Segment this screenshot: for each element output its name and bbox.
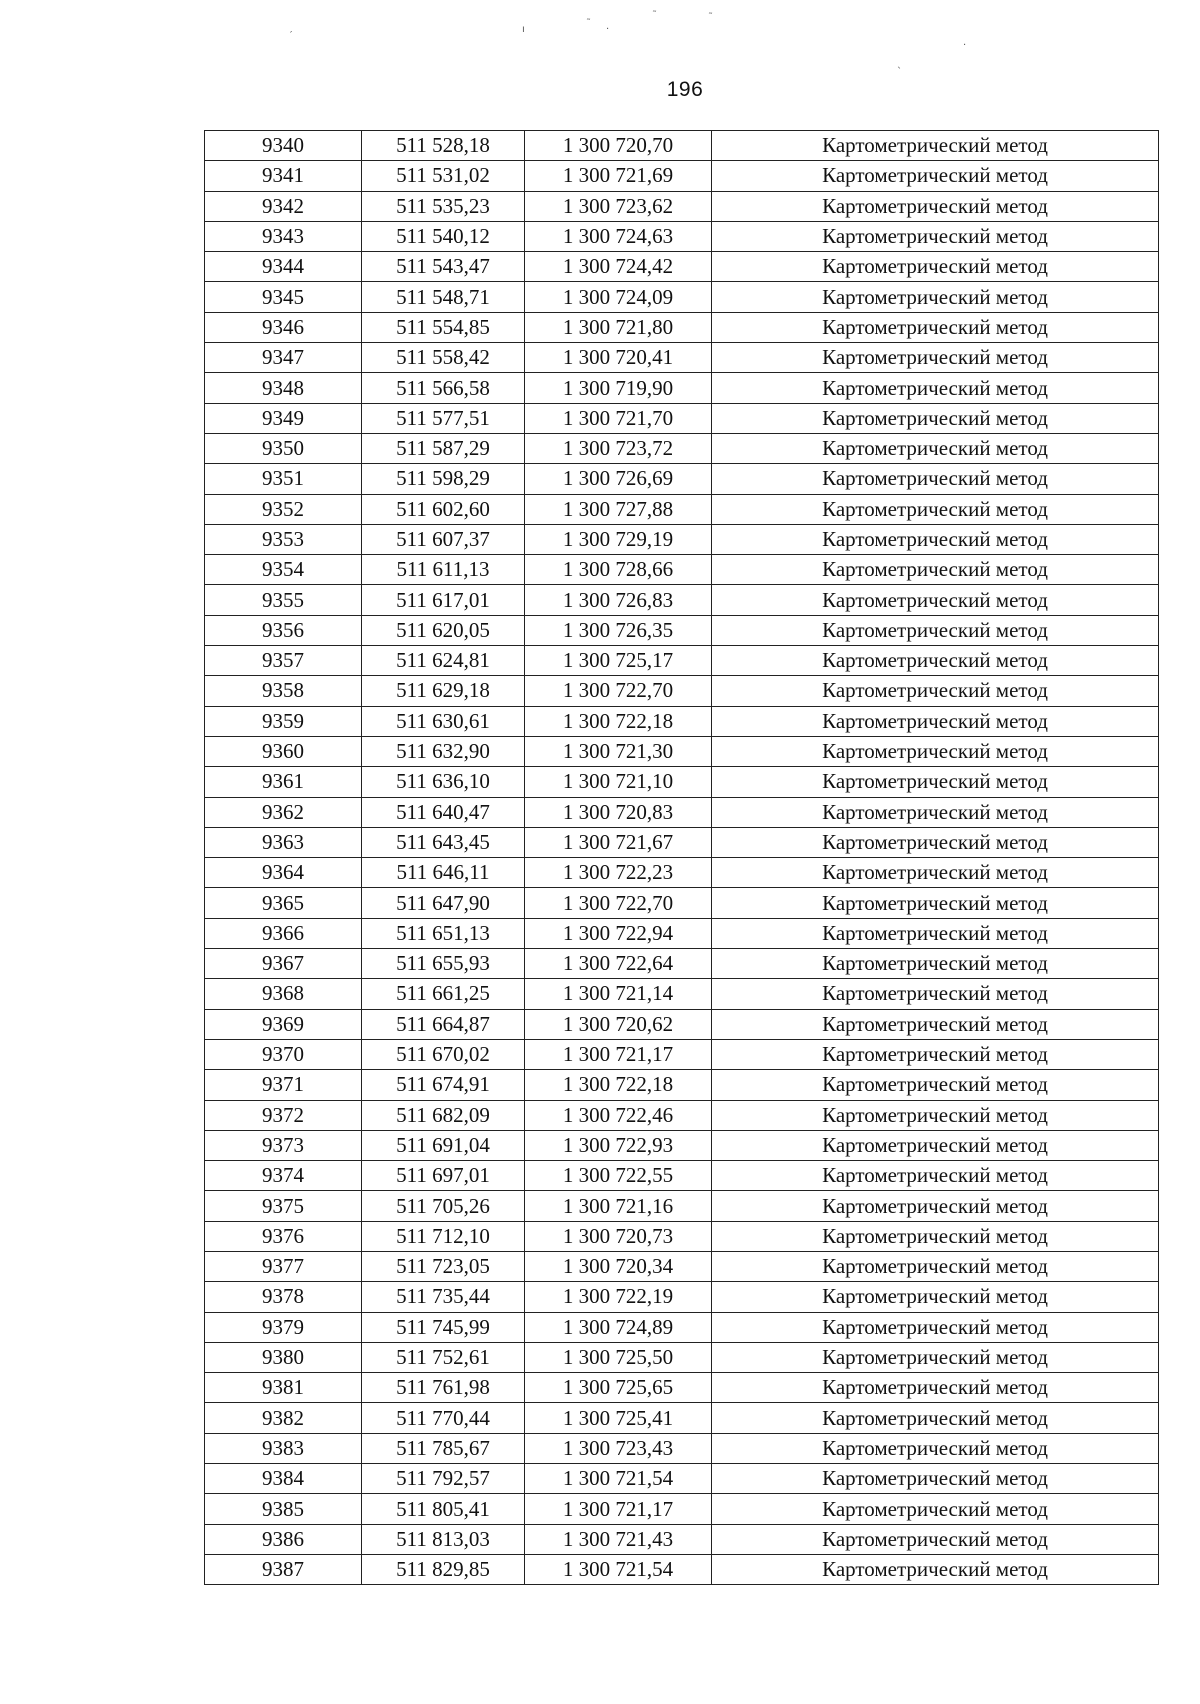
x-coordinate-cell: 511 770,44 [362, 1403, 525, 1433]
point-number-cell: 9372 [205, 1100, 362, 1130]
x-coordinate-cell: 511 630,61 [362, 706, 525, 736]
point-number-cell: 9366 [205, 918, 362, 948]
point-number-cell: 9344 [205, 252, 362, 282]
point-number-cell: 9376 [205, 1221, 362, 1251]
point-number-cell: 9341 [205, 161, 362, 191]
x-coordinate-cell: 511 566,58 [362, 373, 525, 403]
table-row [205, 161, 1159, 191]
method-cell: Картометрический метод [712, 888, 1159, 918]
point-number-cell: 9378 [205, 1282, 362, 1312]
method-cell: Картометрический метод [712, 1221, 1159, 1251]
x-coordinate-cell: 511 651,13 [362, 918, 525, 948]
method-cell: Картометрический метод [712, 1342, 1159, 1372]
method-cell: Картометрический метод [712, 1251, 1159, 1281]
table-row [205, 312, 1159, 342]
x-coordinate-cell: 511 829,85 [362, 1554, 525, 1584]
y-coordinate-cell: 1 300 725,17 [525, 646, 712, 676]
y-coordinate-cell: 1 300 724,63 [525, 221, 712, 251]
x-coordinate-cell: 511 661,25 [362, 979, 525, 1009]
x-coordinate-cell: 511 723,05 [362, 1251, 525, 1281]
method-cell: Картометрический метод [712, 1312, 1159, 1342]
method-cell: Картометрический метод [712, 252, 1159, 282]
table-row [205, 464, 1159, 494]
table-row [205, 1554, 1159, 1584]
method-cell: Картометрический метод [712, 797, 1159, 827]
table-row [205, 646, 1159, 676]
y-coordinate-cell: 1 300 722,94 [525, 918, 712, 948]
method-cell: Картометрический метод [712, 979, 1159, 1009]
y-coordinate-cell: 1 300 721,80 [525, 312, 712, 342]
method-cell: Картометрический метод [712, 1494, 1159, 1524]
x-coordinate-cell: 511 543,47 [362, 252, 525, 282]
y-coordinate-cell: 1 300 721,30 [525, 736, 712, 766]
scan-speck: ˜ [586, 18, 591, 29]
y-coordinate-cell: 1 300 728,66 [525, 555, 712, 585]
point-number-cell: 9368 [205, 979, 362, 1009]
method-cell: Картометрический метод [712, 1464, 1159, 1494]
x-coordinate-cell: 511 655,93 [362, 949, 525, 979]
x-coordinate-cell: 511 646,11 [362, 858, 525, 888]
x-coordinate-cell: 511 629,18 [362, 676, 525, 706]
x-coordinate-cell: 511 712,10 [362, 1221, 525, 1251]
x-coordinate-cell: 511 735,44 [362, 1282, 525, 1312]
x-coordinate-cell: 511 643,45 [362, 827, 525, 857]
x-coordinate-cell: 511 705,26 [362, 1191, 525, 1221]
point-number-cell: 9375 [205, 1191, 362, 1221]
y-coordinate-cell: 1 300 722,93 [525, 1130, 712, 1160]
table-row [205, 949, 1159, 979]
table-row [205, 585, 1159, 615]
point-number-cell: 9382 [205, 1403, 362, 1433]
y-coordinate-cell: 1 300 721,17 [525, 1039, 712, 1069]
table-row [205, 252, 1159, 282]
table-row [205, 1070, 1159, 1100]
point-number-cell: 9386 [205, 1524, 362, 1554]
y-coordinate-cell: 1 300 721,16 [525, 1191, 712, 1221]
point-number-cell: 9360 [205, 736, 362, 766]
table-row [205, 191, 1159, 221]
table-row [205, 343, 1159, 373]
method-cell: Картометрический метод [712, 403, 1159, 433]
table-row [205, 131, 1159, 161]
point-number-cell: 9374 [205, 1161, 362, 1191]
point-number-cell: 9364 [205, 858, 362, 888]
point-number-cell: 9362 [205, 797, 362, 827]
y-coordinate-cell: 1 300 721,14 [525, 979, 712, 1009]
method-cell: Картометрический метод [712, 1161, 1159, 1191]
point-number-cell: 9356 [205, 615, 362, 645]
method-cell: Картометрический метод [712, 585, 1159, 615]
method-cell: Картометрический метод [712, 615, 1159, 645]
y-coordinate-cell: 1 300 722,70 [525, 676, 712, 706]
table-row [205, 221, 1159, 251]
y-coordinate-cell: 1 300 724,89 [525, 1312, 712, 1342]
method-cell: Картометрический метод [712, 282, 1159, 312]
method-cell: Картометрический метод [712, 1191, 1159, 1221]
x-coordinate-cell: 511 620,05 [362, 615, 525, 645]
method-cell: Картометрический метод [712, 1433, 1159, 1463]
table-row [205, 1100, 1159, 1130]
point-number-cell: 9354 [205, 555, 362, 585]
table-row [205, 494, 1159, 524]
table-row [205, 1161, 1159, 1191]
method-cell: Картометрический метод [712, 1554, 1159, 1584]
table-row [205, 706, 1159, 736]
x-coordinate-cell: 511 805,41 [362, 1494, 525, 1524]
method-cell: Картометрический метод [712, 1100, 1159, 1130]
point-number-cell: 9365 [205, 888, 362, 918]
y-coordinate-cell: 1 300 727,88 [525, 494, 712, 524]
y-coordinate-cell: 1 300 726,69 [525, 464, 712, 494]
method-cell: Картометрический метод [712, 827, 1159, 857]
point-number-cell: 9383 [205, 1433, 362, 1463]
method-cell: Картометрический метод [712, 464, 1159, 494]
y-coordinate-cell: 1 300 722,19 [525, 1282, 712, 1312]
scan-speck: ˜ [708, 12, 713, 23]
scan-speck: · [606, 24, 610, 35]
y-coordinate-cell: 1 300 720,73 [525, 1221, 712, 1251]
point-number-cell: 9346 [205, 312, 362, 342]
point-number-cell: 9358 [205, 676, 362, 706]
x-coordinate-cell: 511 785,67 [362, 1433, 525, 1463]
scan-speck: ˎ [897, 58, 902, 69]
method-cell: Картометрический метод [712, 312, 1159, 342]
table-row [205, 767, 1159, 797]
point-number-cell: 9367 [205, 949, 362, 979]
y-coordinate-cell: 1 300 721,67 [525, 827, 712, 857]
point-number-cell: 9373 [205, 1130, 362, 1160]
method-cell: Картометрический метод [712, 1009, 1159, 1039]
scan-speck: ˜ [652, 10, 657, 21]
table-row [205, 736, 1159, 766]
table-row [205, 827, 1159, 857]
method-cell: Картометрический метод [712, 1070, 1159, 1100]
table-row [205, 555, 1159, 585]
point-number-cell: 9343 [205, 221, 362, 251]
y-coordinate-cell: 1 300 720,34 [525, 1251, 712, 1281]
method-cell: Картометрический метод [712, 676, 1159, 706]
scan-speck: ′ [290, 30, 293, 41]
coordinates-table-container [204, 130, 1158, 1585]
y-coordinate-cell: 1 300 722,70 [525, 888, 712, 918]
point-number-cell: 9349 [205, 403, 362, 433]
page-number: 196 [666, 78, 704, 101]
table-row [205, 1130, 1159, 1160]
table-row [205, 797, 1159, 827]
method-cell: Картометрический метод [712, 221, 1159, 251]
table-row [205, 1039, 1159, 1069]
scan-speck: ı [522, 24, 525, 35]
y-coordinate-cell: 1 300 726,35 [525, 615, 712, 645]
y-coordinate-cell: 1 300 726,83 [525, 585, 712, 615]
coordinates-table [204, 130, 1159, 1585]
point-number-cell: 9385 [205, 1494, 362, 1524]
method-cell: Картометрический метод [712, 918, 1159, 948]
table-row [205, 1282, 1159, 1312]
x-coordinate-cell: 511 548,71 [362, 282, 525, 312]
x-coordinate-cell: 511 636,10 [362, 767, 525, 797]
x-coordinate-cell: 511 691,04 [362, 1130, 525, 1160]
table-row [205, 1251, 1159, 1281]
x-coordinate-cell: 511 528,18 [362, 131, 525, 161]
point-number-cell: 9347 [205, 343, 362, 373]
x-coordinate-cell: 511 670,02 [362, 1039, 525, 1069]
table-row [205, 918, 1159, 948]
y-coordinate-cell: 1 300 722,18 [525, 1070, 712, 1100]
y-coordinate-cell: 1 300 729,19 [525, 524, 712, 554]
method-cell: Картометрический метод [712, 949, 1159, 979]
table-row [205, 1433, 1159, 1463]
scan-speck: · [963, 40, 967, 51]
table-row [205, 1494, 1159, 1524]
x-coordinate-cell: 511 632,90 [362, 736, 525, 766]
y-coordinate-cell: 1 300 721,54 [525, 1464, 712, 1494]
method-cell: Картометрический метод [712, 646, 1159, 676]
point-number-cell: 9377 [205, 1251, 362, 1281]
table-row [205, 373, 1159, 403]
y-coordinate-cell: 1 300 724,09 [525, 282, 712, 312]
method-cell: Картометрический метод [712, 1403, 1159, 1433]
x-coordinate-cell: 511 761,98 [362, 1373, 525, 1403]
table-row [205, 1342, 1159, 1372]
point-number-cell: 9370 [205, 1039, 362, 1069]
x-coordinate-cell: 511 531,02 [362, 161, 525, 191]
y-coordinate-cell: 1 300 725,65 [525, 1373, 712, 1403]
point-number-cell: 9345 [205, 282, 362, 312]
x-coordinate-cell: 511 558,42 [362, 343, 525, 373]
y-coordinate-cell: 1 300 721,70 [525, 403, 712, 433]
method-cell: Картометрический метод [712, 706, 1159, 736]
method-cell: Картометрический метод [712, 1524, 1159, 1554]
x-coordinate-cell: 511 813,03 [362, 1524, 525, 1554]
point-number-cell: 9371 [205, 1070, 362, 1100]
point-number-cell: 9355 [205, 585, 362, 615]
x-coordinate-cell: 511 745,99 [362, 1312, 525, 1342]
table-row [205, 282, 1159, 312]
x-coordinate-cell: 511 540,12 [362, 221, 525, 251]
method-cell: Картометрический метод [712, 1130, 1159, 1160]
x-coordinate-cell: 511 587,29 [362, 433, 525, 463]
point-number-cell: 9381 [205, 1373, 362, 1403]
table-row [205, 676, 1159, 706]
x-coordinate-cell: 511 752,61 [362, 1342, 525, 1372]
x-coordinate-cell: 511 697,01 [362, 1161, 525, 1191]
x-coordinate-cell: 511 554,85 [362, 312, 525, 342]
y-coordinate-cell: 1 300 721,54 [525, 1554, 712, 1584]
y-coordinate-cell: 1 300 723,72 [525, 433, 712, 463]
table-row [205, 1221, 1159, 1251]
y-coordinate-cell: 1 300 725,50 [525, 1342, 712, 1372]
table-row [205, 1403, 1159, 1433]
y-coordinate-cell: 1 300 722,23 [525, 858, 712, 888]
method-cell: Картометрический метод [712, 191, 1159, 221]
y-coordinate-cell: 1 300 720,70 [525, 131, 712, 161]
table-row [205, 1312, 1159, 1342]
table-row [205, 1191, 1159, 1221]
table-row [205, 979, 1159, 1009]
point-number-cell: 9357 [205, 646, 362, 676]
table-row [205, 1464, 1159, 1494]
y-coordinate-cell: 1 300 721,69 [525, 161, 712, 191]
x-coordinate-cell: 511 792,57 [362, 1464, 525, 1494]
y-coordinate-cell: 1 300 721,10 [525, 767, 712, 797]
y-coordinate-cell: 1 300 722,18 [525, 706, 712, 736]
table-row [205, 1524, 1159, 1554]
method-cell: Картометрический метод [712, 1373, 1159, 1403]
point-number-cell: 9379 [205, 1312, 362, 1342]
method-cell: Картометрический метод [712, 1282, 1159, 1312]
y-coordinate-cell: 1 300 723,62 [525, 191, 712, 221]
method-cell: Картометрический метод [712, 767, 1159, 797]
method-cell: Картометрический метод [712, 736, 1159, 766]
y-coordinate-cell: 1 300 725,41 [525, 1403, 712, 1433]
table-row [205, 858, 1159, 888]
method-cell: Картометрический метод [712, 494, 1159, 524]
y-coordinate-cell: 1 300 720,62 [525, 1009, 712, 1039]
y-coordinate-cell: 1 300 722,46 [525, 1100, 712, 1130]
y-coordinate-cell: 1 300 721,17 [525, 1494, 712, 1524]
x-coordinate-cell: 511 682,09 [362, 1100, 525, 1130]
y-coordinate-cell: 1 300 721,43 [525, 1524, 712, 1554]
method-cell: Картометрический метод [712, 433, 1159, 463]
method-cell: Картометрический метод [712, 161, 1159, 191]
point-number-cell: 9361 [205, 767, 362, 797]
x-coordinate-cell: 511 617,01 [362, 585, 525, 615]
x-coordinate-cell: 511 598,29 [362, 464, 525, 494]
table-row [205, 888, 1159, 918]
y-coordinate-cell: 1 300 724,42 [525, 252, 712, 282]
point-number-cell: 9380 [205, 1342, 362, 1372]
method-cell: Картометрический метод [712, 555, 1159, 585]
method-cell: Картометрический метод [712, 373, 1159, 403]
table-row [205, 433, 1159, 463]
method-cell: Картометрический метод [712, 343, 1159, 373]
coordinates-table-body [205, 131, 1159, 1585]
y-coordinate-cell: 1 300 719,90 [525, 373, 712, 403]
x-coordinate-cell: 511 602,60 [362, 494, 525, 524]
point-number-cell: 9359 [205, 706, 362, 736]
x-coordinate-cell: 511 624,81 [362, 646, 525, 676]
point-number-cell: 9350 [205, 433, 362, 463]
method-cell: Картометрический метод [712, 1039, 1159, 1069]
table-row [205, 1373, 1159, 1403]
x-coordinate-cell: 511 611,13 [362, 555, 525, 585]
y-coordinate-cell: 1 300 722,64 [525, 949, 712, 979]
y-coordinate-cell: 1 300 722,55 [525, 1161, 712, 1191]
x-coordinate-cell: 511 535,23 [362, 191, 525, 221]
table-row [205, 524, 1159, 554]
point-number-cell: 9369 [205, 1009, 362, 1039]
x-coordinate-cell: 511 577,51 [362, 403, 525, 433]
method-cell: Картометрический метод [712, 131, 1159, 161]
point-number-cell: 9351 [205, 464, 362, 494]
method-cell: Картометрический метод [712, 858, 1159, 888]
x-coordinate-cell: 511 674,91 [362, 1070, 525, 1100]
point-number-cell: 9387 [205, 1554, 362, 1584]
x-coordinate-cell: 511 647,90 [362, 888, 525, 918]
table-row [205, 403, 1159, 433]
point-number-cell: 9340 [205, 131, 362, 161]
point-number-cell: 9342 [205, 191, 362, 221]
x-coordinate-cell: 511 664,87 [362, 1009, 525, 1039]
y-coordinate-cell: 1 300 723,43 [525, 1433, 712, 1463]
y-coordinate-cell: 1 300 720,83 [525, 797, 712, 827]
point-number-cell: 9348 [205, 373, 362, 403]
x-coordinate-cell: 511 607,37 [362, 524, 525, 554]
point-number-cell: 9363 [205, 827, 362, 857]
method-cell: Картометрический метод [712, 524, 1159, 554]
y-coordinate-cell: 1 300 720,41 [525, 343, 712, 373]
x-coordinate-cell: 511 640,47 [362, 797, 525, 827]
point-number-cell: 9384 [205, 1464, 362, 1494]
table-row [205, 1009, 1159, 1039]
table-row [205, 615, 1159, 645]
point-number-cell: 9353 [205, 524, 362, 554]
point-number-cell: 9352 [205, 494, 362, 524]
